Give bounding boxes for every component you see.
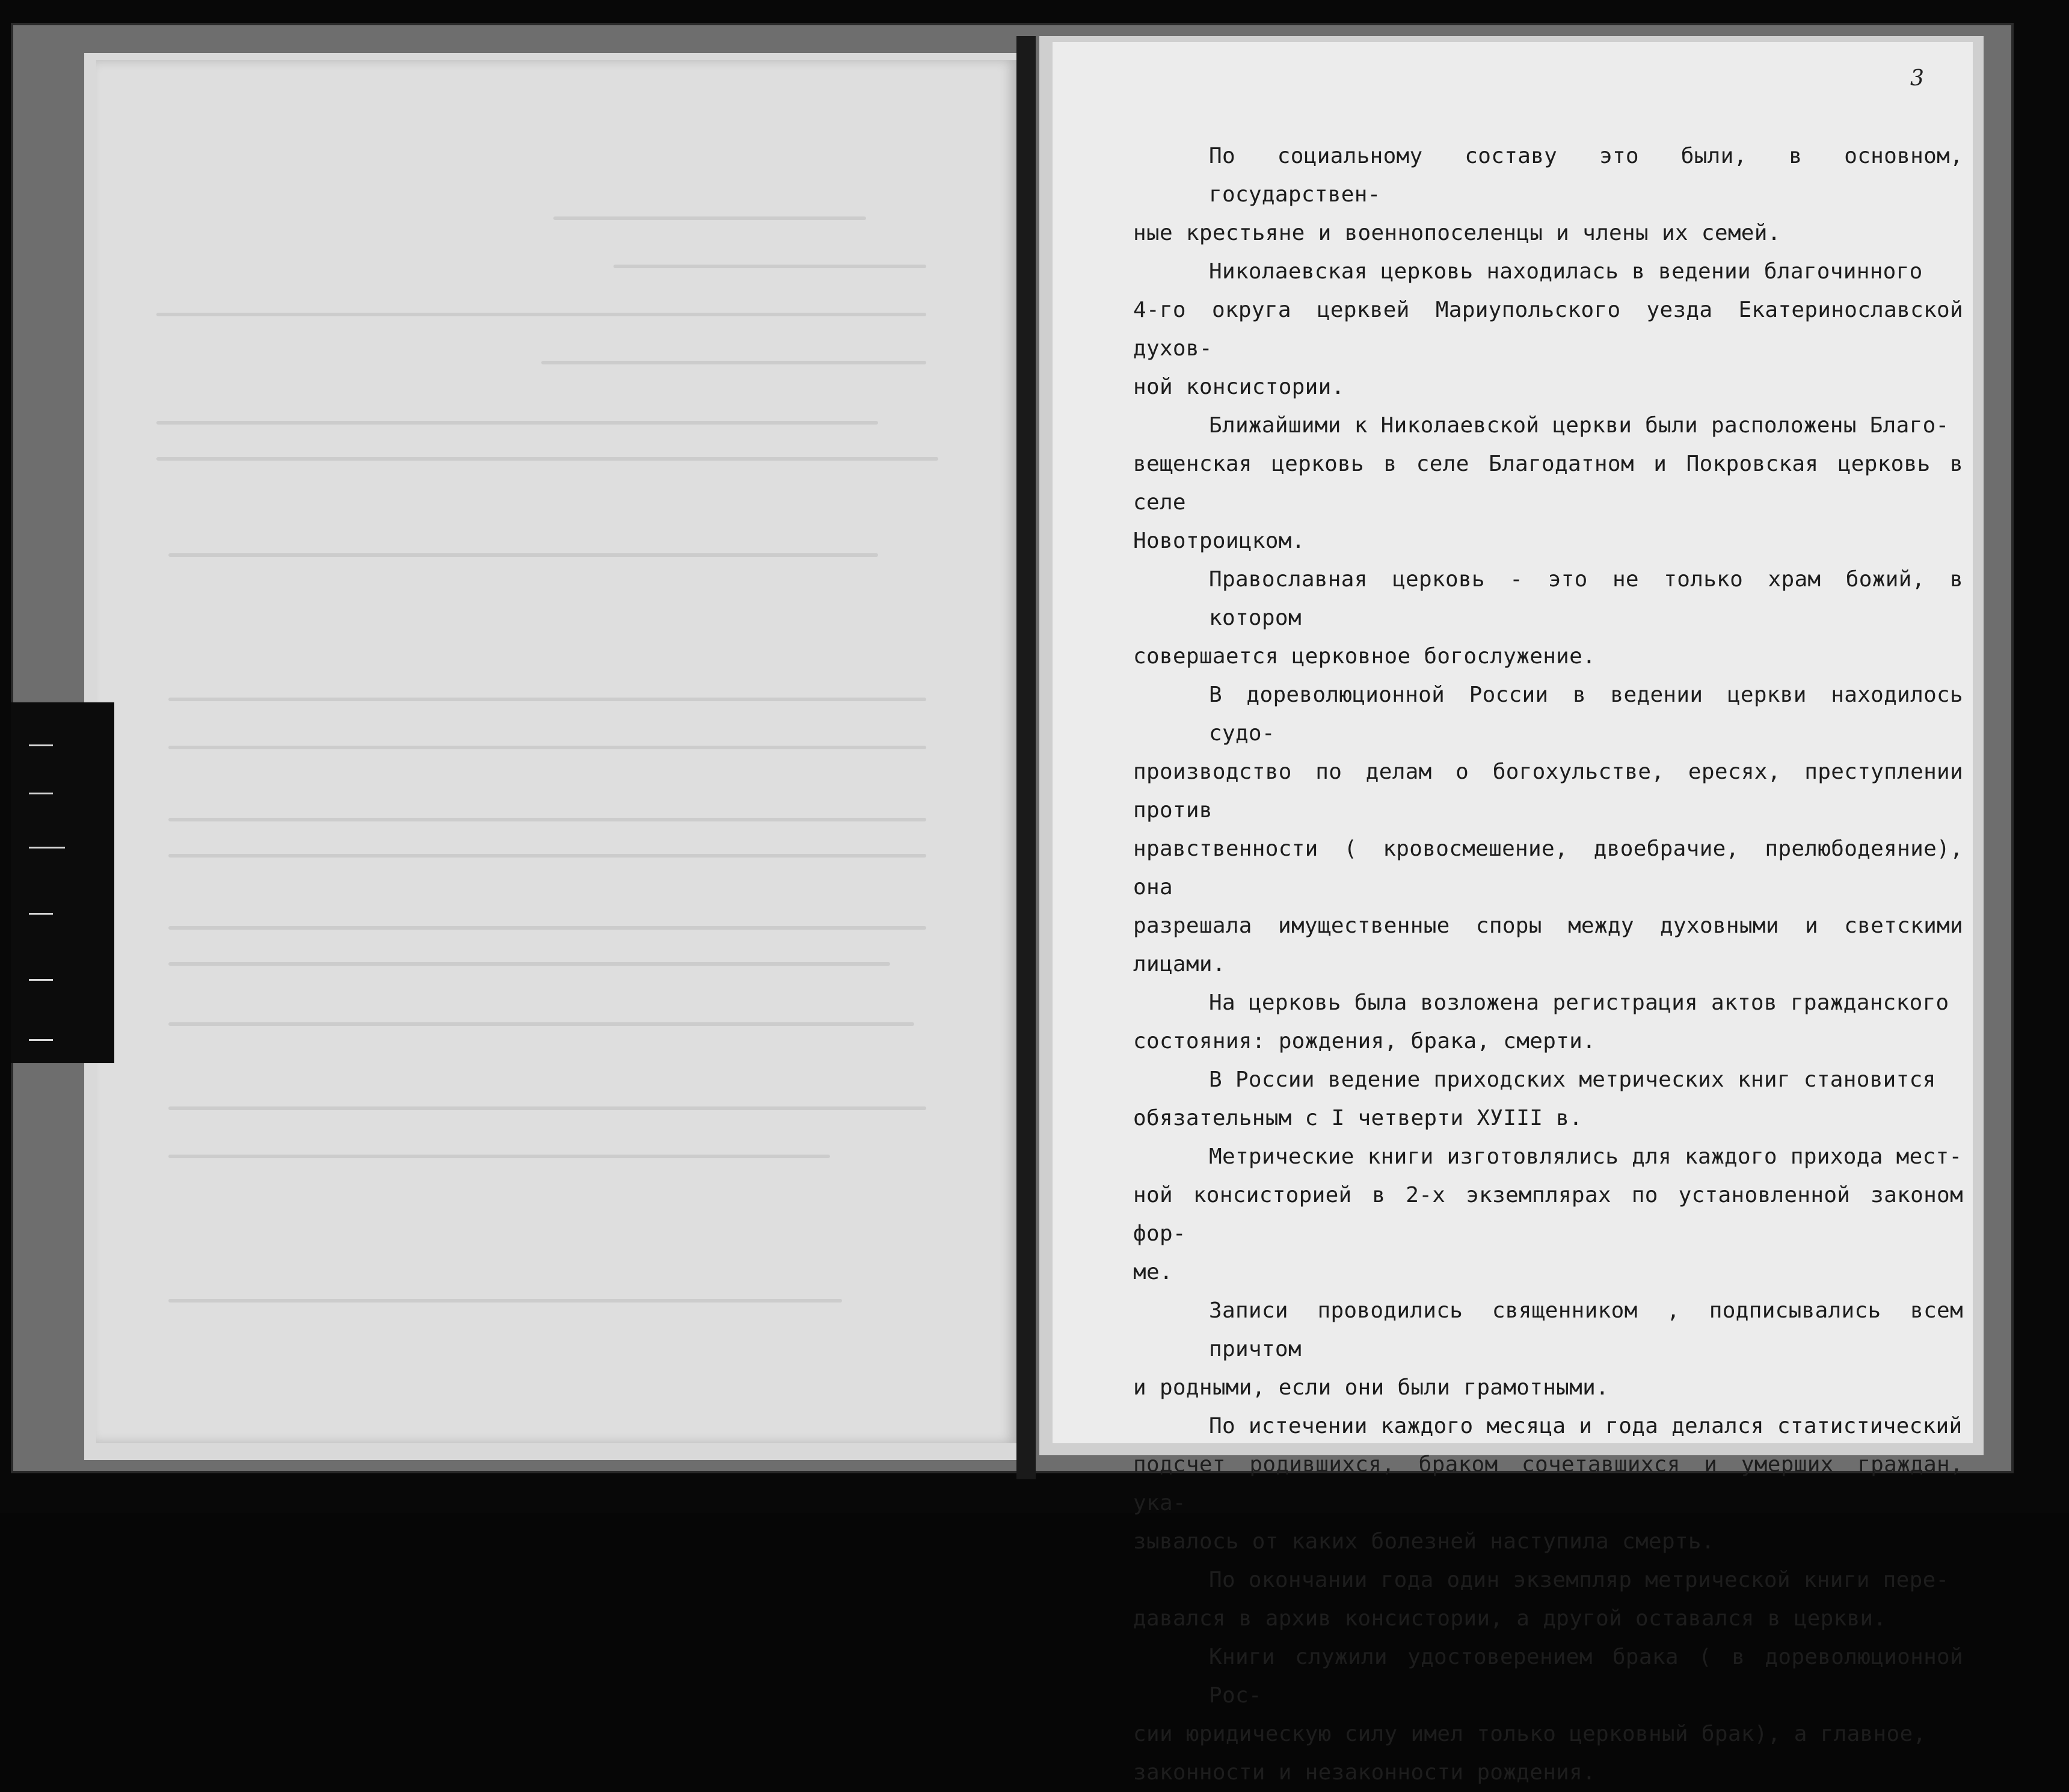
show-through-line <box>156 421 878 425</box>
text-line: производство по делам о богохульстве, ересях, преступлении против <box>1133 759 1963 823</box>
paragraph <box>1133 676 1963 984</box>
text-line: По социальному составу это были, в основном, государствен- <box>1209 144 1963 207</box>
text-line: Записи проводились священником , подписывались всем причтом <box>1209 1298 1963 1361</box>
text-line: В дореволюционной России в ведении церкви находилось судо- <box>1209 683 1963 746</box>
text-line: Метрические книги изготовлялись для каждого прихода мест- <box>1209 1144 1963 1169</box>
text-line: На церковь была возложена регистрация актов гражданского <box>1209 990 1949 1015</box>
show-through-line <box>553 216 866 220</box>
paragraph <box>1133 1061 1963 1138</box>
paragraph <box>1133 407 1963 560</box>
book-gutter <box>1016 36 1036 1479</box>
text-line: зывалось от каких болезней наступила смерть. <box>1133 1529 1715 1554</box>
tab-mark <box>29 913 53 915</box>
text-line: Ближайшими к Николаевской церкви были расположены Благо- <box>1209 413 1949 438</box>
typed-text-body <box>1133 137 1963 1792</box>
show-through-line <box>168 698 926 701</box>
paragraph <box>1133 253 1963 407</box>
paragraph <box>1133 1138 1963 1292</box>
archive-tab-marker <box>11 702 114 1063</box>
show-through-line <box>168 553 878 557</box>
text-line: По окончании года один экземпляр метрической книги пере- <box>1209 1568 1949 1592</box>
text-line: Православная церковь - это не только храм божий, в котором <box>1209 567 1963 630</box>
show-through-line <box>168 854 926 858</box>
tab-mark <box>29 847 65 848</box>
show-through-line <box>168 746 926 749</box>
text-line: обязательным с I четверти ХУIII в. <box>1133 1106 1583 1131</box>
paragraph <box>1133 1407 1963 1561</box>
text-line: состояния: рождения, брака, смерти. <box>1133 1029 1596 1054</box>
show-through-line <box>156 457 938 461</box>
show-through-line <box>168 818 926 821</box>
text-line: вещенская церковь в селе Благодатном и Покровская церковь в селе <box>1133 452 1963 515</box>
text-line: В России ведение приходских метрических книг становится <box>1209 1067 1936 1092</box>
text-line: ные крестьяне и военнопоселенцы и члены их семей. <box>1133 221 1781 245</box>
show-through-line <box>168 1106 926 1110</box>
text-line: Книги служили удостоверением брака ( в дореволюционной Рос- <box>1209 1645 1963 1708</box>
paragraph <box>1133 984 1963 1061</box>
tab-mark <box>29 793 53 794</box>
tab-mark <box>29 979 53 981</box>
show-through-line <box>168 1299 842 1303</box>
text-line: ной консистории. <box>1133 375 1345 399</box>
text-line: Новотроицком. <box>1133 529 1305 553</box>
show-through-line <box>541 361 926 364</box>
page-number: 3 <box>1910 66 1924 91</box>
paragraph <box>1133 1292 1963 1407</box>
text-line: сии юридическую силу имел только церковный брак), а главное, <box>1133 1722 1926 1746</box>
left-blank-page <box>96 60 1016 1443</box>
show-through-line <box>168 1022 914 1026</box>
paragraph <box>1133 1561 1963 1638</box>
paragraph <box>1133 1638 1963 1792</box>
text-line: 4-го округа церквей Мариупольского уезда Екатеринославской духов- <box>1133 298 1963 361</box>
text-line: законности и незаконности рождения. <box>1133 1760 1596 1785</box>
show-through-line <box>168 962 890 966</box>
show-through-line <box>168 1155 830 1158</box>
show-through-line <box>156 313 926 316</box>
paragraph <box>1133 560 1963 676</box>
text-line: Николаевская церковь находилась в ведении благочинного <box>1209 259 1923 284</box>
text-line: нравственности ( кровосмешение, двоебрачие, прелюбодеяние), она <box>1133 836 1963 900</box>
text-line: давался в архив консистории, а другой оставался в церкви. <box>1133 1606 1887 1631</box>
text-line: совершается церковное богослужение. <box>1133 644 1596 669</box>
show-through-line <box>613 265 926 268</box>
text-line: разрешала имущественные споры между духовными и светскими лицами. <box>1133 913 1963 977</box>
text-line: По истечении каждого месяца и года делался статистический <box>1209 1414 1963 1438</box>
text-line: и родными, если они были грамотными. <box>1133 1375 1609 1400</box>
show-through-line <box>168 926 926 930</box>
text-line: ной консисторией в 2-х экземплярах по установленной законом фор- <box>1133 1183 1963 1246</box>
text-line: ме. <box>1133 1260 1173 1284</box>
paragraph <box>1133 137 1963 253</box>
text-line: подсчет родившихся, браком сочетавшихся и умерших граждан, ука- <box>1133 1452 1963 1515</box>
tab-mark <box>29 1039 53 1041</box>
tab-mark <box>29 744 53 746</box>
